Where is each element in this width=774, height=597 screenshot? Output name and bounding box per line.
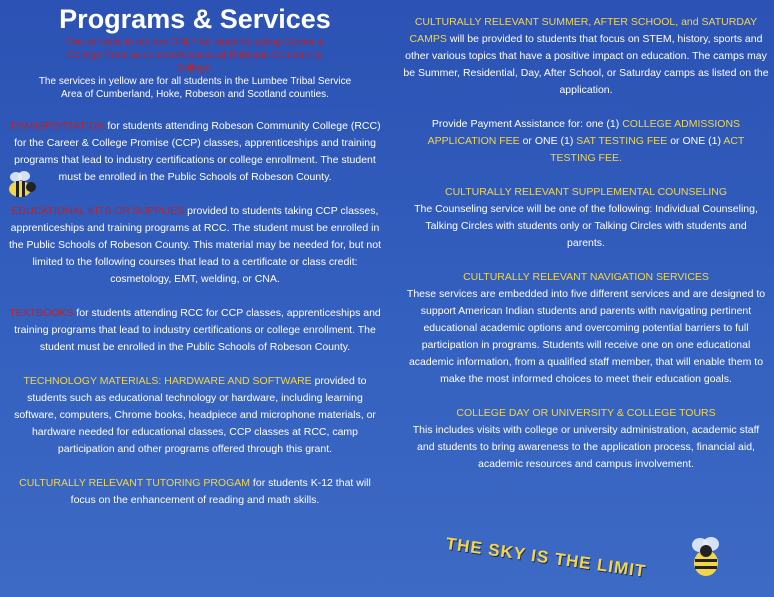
counseling-heading: CULTURALLY RELEVANT SUPPLEMENTAL COUNSELING <box>444 186 728 198</box>
bee-icon <box>4 170 38 200</box>
red-notice: The services in red are ONLY for students taking Career & College Promise courses/classes at Robeson Community College. <box>65 37 325 74</box>
page-title: Programs & Services <box>59 4 331 34</box>
service-text: provided to students such as educational technology or hardware, including learning software, computers, Chrome books, headpiece and microphone materials, or hardware needed for educational classes, CCP classes at RCC, camp participation and other programs offered through this grant. <box>14 375 376 455</box>
service-text: for students attending RCC for CCP classes, apprenticeships and training programs that lead to industry certifications or college enrollment. The student must be enrolled in the Public Schools of Robeson County. <box>14 307 381 353</box>
service-label: TRANSPORTATION <box>9 120 105 132</box>
service-text: for students attending Robeson Community College (RCC) for the Career & College Promise (CCP) classes, apprenticeships and training programs that lead to industry certifications or college enrollment. The student must be enrolled in the Public Schools of Robeson County. <box>14 120 381 183</box>
bee-icon <box>684 535 728 579</box>
service-item <box>0 203 390 288</box>
counseling-text: The Counseling service will be one of the following: Individual Counseling, Talking Circles with students only or Talking Circles with students and parents. <box>414 203 758 249</box>
service-item <box>0 475 390 509</box>
payment-section: Provide Payment Assistance for: one (1) COLLEGE ADMISSIONS APPLICATION FEE or ONE (1) SAT TESTING FEE or ONE (1) ACT TESTING FEE. <box>427 118 745 164</box>
slogan: THE SKY IS THE LIMIT <box>444 534 648 581</box>
yellow-notice: The services in yellow are for all students in the Lumbee Tribal Service Area of Cumberland, Hoke, Robeson and Scotland counties. <box>38 76 352 100</box>
service-label: TECHNOLOGY MATERIALS: HARDWARE AND SOFTWARE <box>23 375 312 387</box>
tours-text: This includes visits with college or university administration, academic staff and students to bring awareness to the application process, financial aid, academic resources and campus involvement. <box>412 424 760 470</box>
service-text: for students K-12 that will focus on the enhancement of reading and math skills. <box>70 477 371 506</box>
navigation-text: These services are embedded into five different services and are designed to support American Indian students and parents with navigating pertinent educational academic options and overcoming potential barriers to full participation in programs. Students will receive one on one educational academic information, from a qualified staff member, that will enable them to make the most informed choices to meet their education goals. <box>406 288 766 385</box>
right-column <box>398 0 774 473</box>
service-item <box>0 118 390 186</box>
navigation-heading: CULTURALLY RELEVANT NAVIGATION SERVICES <box>463 271 709 283</box>
camps-section: CULTURALLY RELEVANT SUMMER, AFTER SCHOOL, and SATURDAY CAMPS will be provided to students that focus on STEM, history, sports and other various topics that have a positive impact on education. The camps may be Summer, Residential, Day, After School, or Saturday camps as listed on the application. <box>403 16 769 96</box>
service-label: EDUCATIONAL KITS OR SUPPLIES <box>11 205 185 217</box>
service-label: TEXTBOOKS <box>9 307 74 319</box>
service-item <box>0 373 390 458</box>
left-column <box>0 0 390 509</box>
service-text: provided to students taking CCP classes, apprenticeships and training programs at RCC. The student must be enrolled in the Public Schools of Robeson County. This material may be needed for, but not limited to the following courses that lead to a certificate or class credit: cosmetology, EMT, welding, or CNA. <box>9 205 381 285</box>
service-item <box>0 305 390 356</box>
tours-heading: COLLEGE DAY OR UNIVERSITY & COLLEGE TOURS <box>456 407 716 419</box>
service-label: CULTURALLY RELEVANT TUTORING PROGAM <box>19 477 251 489</box>
